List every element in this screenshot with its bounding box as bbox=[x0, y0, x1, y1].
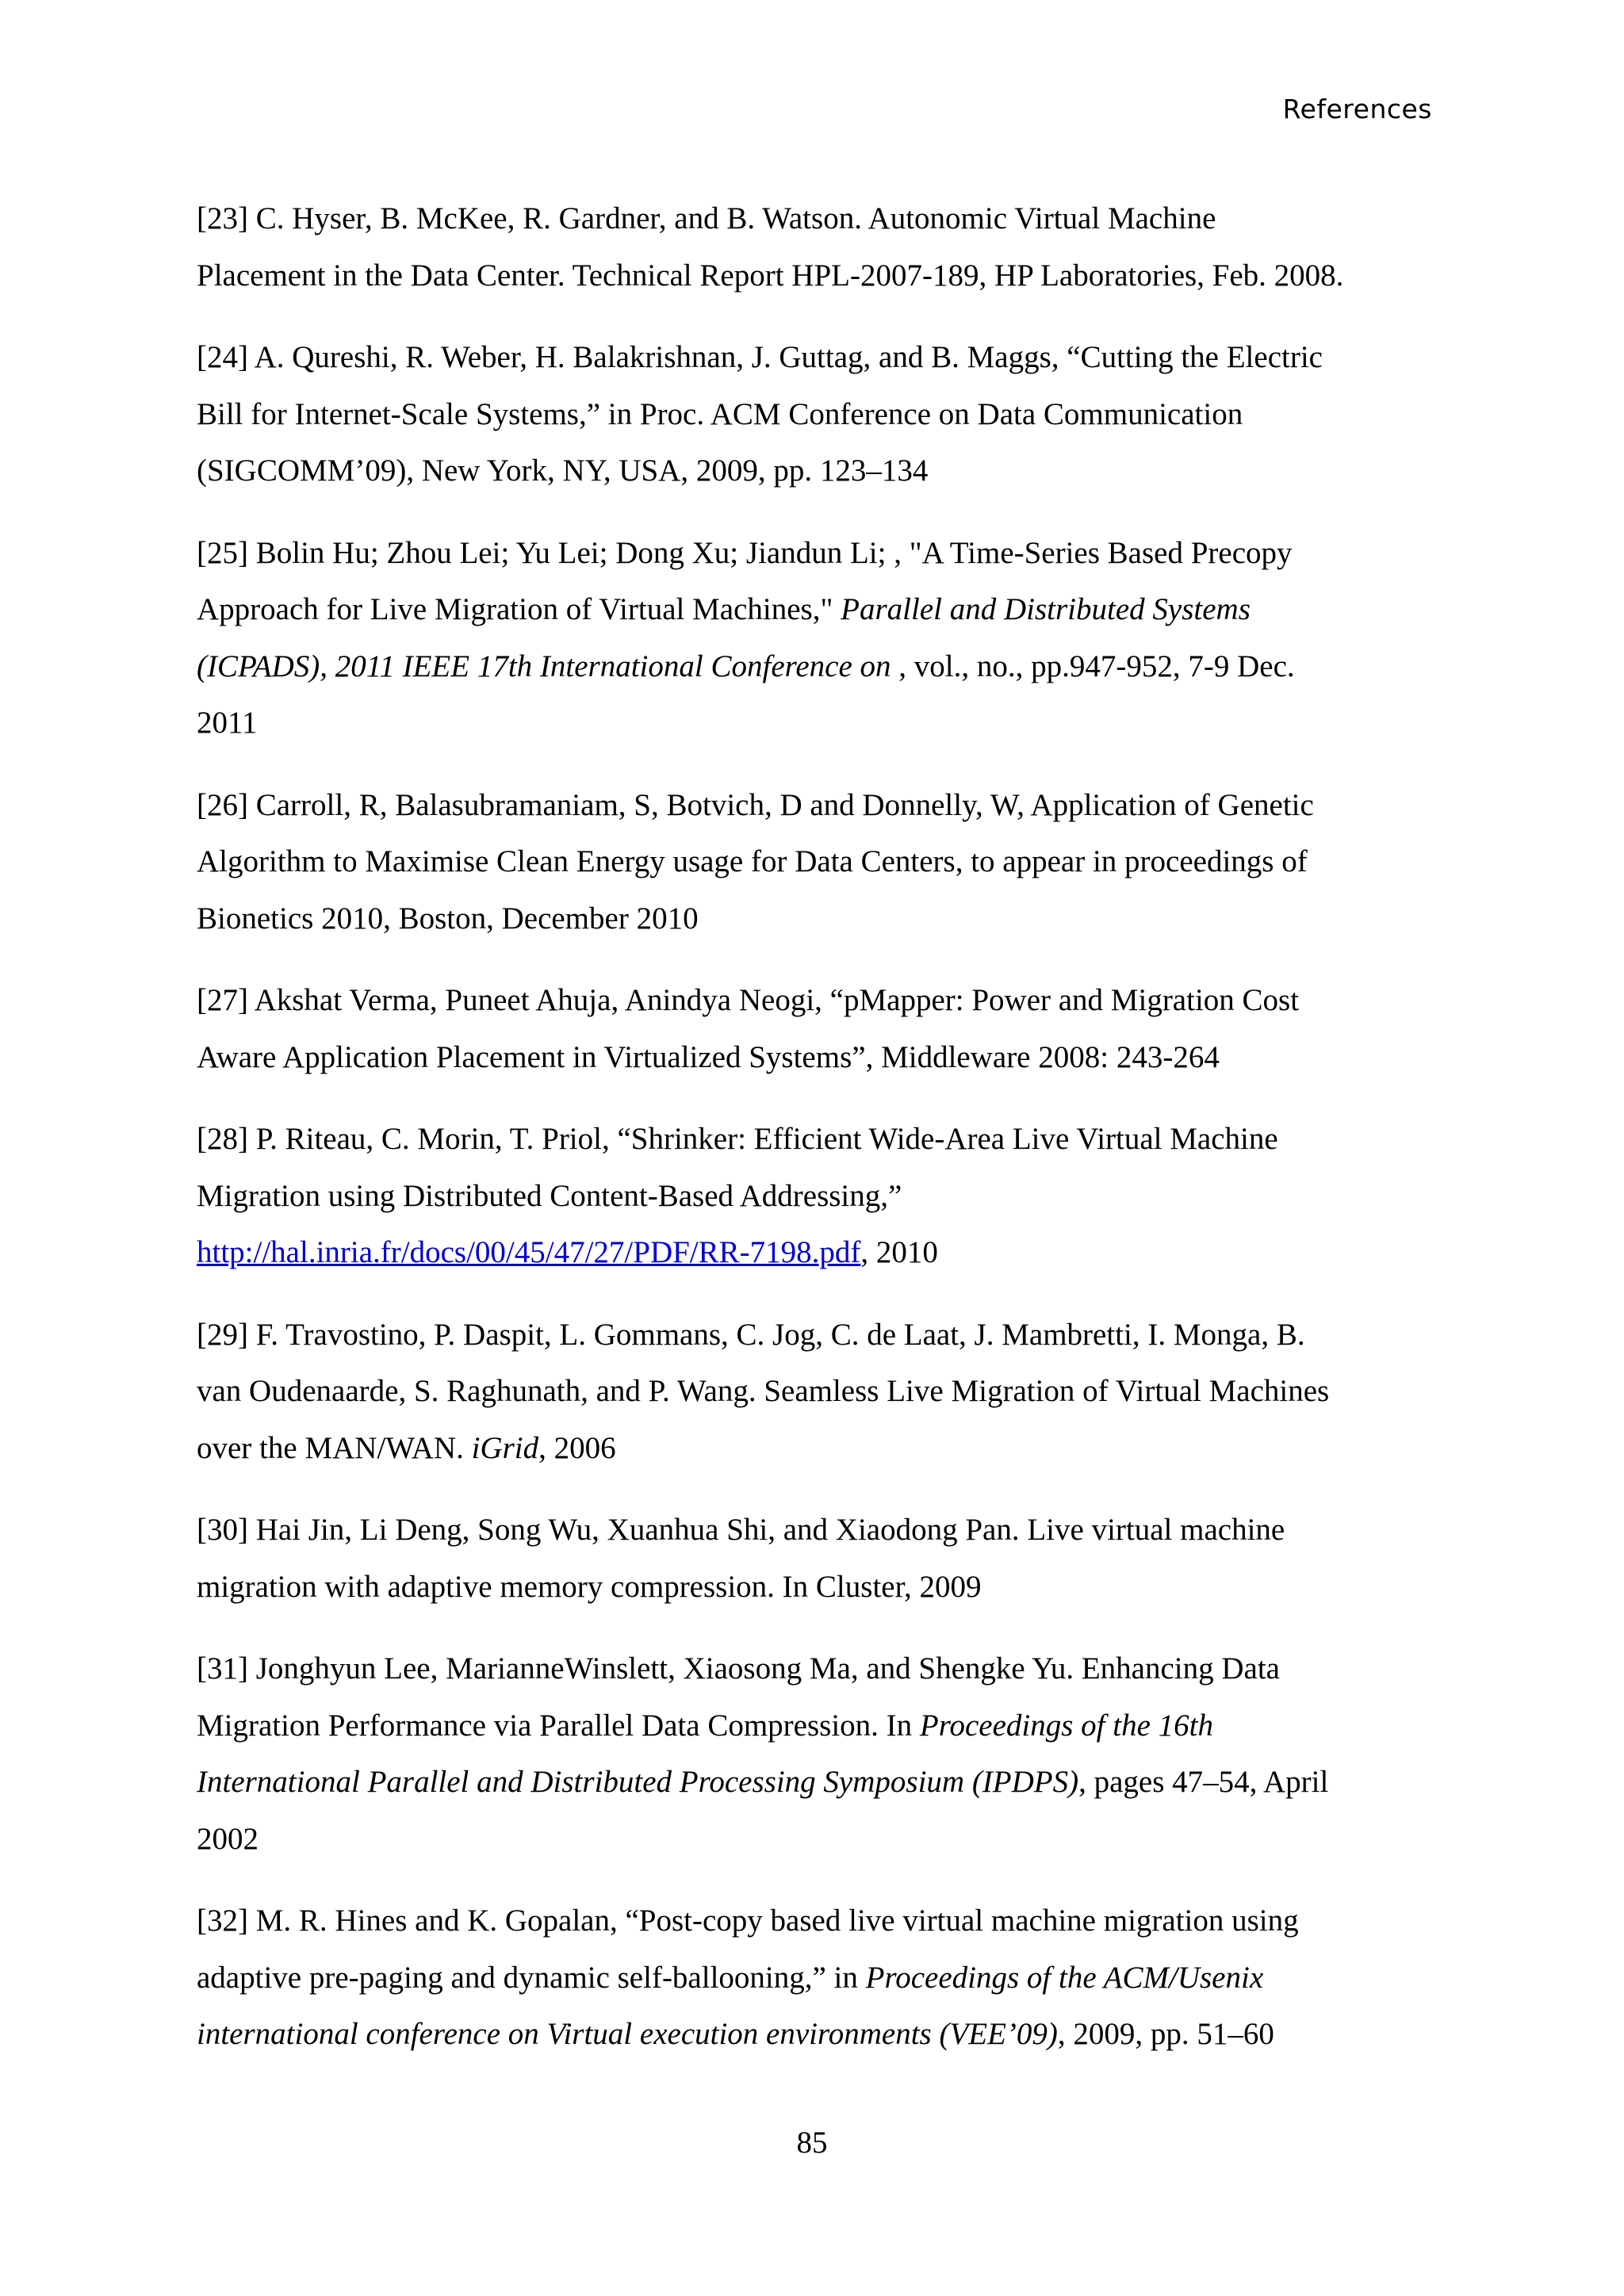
reference-line: International Parallel and Distributed Processing Symposium (IPDPS), pages 47–54, April bbox=[197, 1765, 1329, 1799]
reference-line: 2011 bbox=[197, 706, 258, 740]
running-header: References bbox=[1282, 94, 1432, 124]
reference-line: (ICPADS), 2011 IEEE 17th International Conference on , vol., no., pp.947-952, 7-9 Dec. bbox=[197, 649, 1295, 683]
reference-line: Placement in the Data Center. Technical Report HPL-2007-189, HP Laboratories, Feb. 2008. bbox=[197, 258, 1344, 293]
reference-venue: international conference on Virtual execution environments (VEE’09) bbox=[197, 2017, 1058, 2051]
reference-venue: Proceedings of the 16th bbox=[919, 1708, 1213, 1743]
page-number: 85 bbox=[796, 2126, 828, 2160]
reference-venue: (ICPADS), 2011 IEEE 17th International Conference on bbox=[197, 649, 891, 683]
reference-line: Approach for Live Migration of Virtual Machines," Parallel and Distributed Systems bbox=[197, 592, 1251, 626]
reference-line: 2002 bbox=[197, 1821, 259, 1856]
reference-item bbox=[197, 329, 1434, 499]
reference-venue: Parallel and Distributed Systems bbox=[841, 592, 1251, 626]
reference-item bbox=[197, 525, 1434, 752]
reference-line: http://hal.inria.fr/docs/00/45/47/27/PDF/RR-7198.pdf, 2010 bbox=[197, 1235, 938, 1269]
reference-item bbox=[197, 190, 1434, 304]
reference-item bbox=[197, 1892, 1434, 2063]
reference-item bbox=[197, 1111, 1434, 1281]
reference-line: [31] Jonghyun Lee, MarianneWinslett, Xiaosong Ma, and Shengke Yu. Enhancing Data bbox=[197, 1651, 1280, 1686]
reference-venue: iGrid bbox=[471, 1430, 539, 1465]
reference-item bbox=[197, 1307, 1434, 1477]
reference-line: [23] C. Hyser, B. McKee, R. Gardner, and B. Watson. Autonomic Virtual Machine bbox=[197, 201, 1216, 235]
reference-line: Aware Application Placement in Virtualized Systems”, Middleware 2008: 243-264 bbox=[197, 1039, 1220, 1074]
reference-line: Migration using Distributed Content-Based Addressing,” bbox=[197, 1178, 902, 1213]
reference-line: Bill for Internet-Scale Systems,” in Proc. ACM Conference on Data Communication bbox=[197, 396, 1243, 431]
reference-line: [25] Bolin Hu; Zhou Lei; Yu Lei; Dong Xu; Jiandun Li; , "A Time-Series Based Precopy bbox=[197, 535, 1293, 570]
reference-line: Bionetics 2010, Boston, December 2010 bbox=[197, 901, 699, 936]
reference-line: van Oudenaarde, S. Raghunath, and P. Wang. Seamless Live Migration of Virtual Machines bbox=[197, 1374, 1330, 1408]
reference-item bbox=[197, 777, 1434, 947]
reference-line: adaptive pre-paging and dynamic self-ballooning,” in Proceedings of the ACM/Usenix bbox=[197, 1960, 1264, 1995]
reference-line: [30] Hai Jin, Li Deng, Song Wu, Xuanhua Shi, and Xiaodong Pan. Live virtual machine bbox=[197, 1513, 1285, 1547]
reference-line: Migration Performance via Parallel Data Compression. In Proceedings of the 16th bbox=[197, 1708, 1213, 1743]
reference-line: [26] Carroll, R, Balasubramaniam, S, Botvich, D and Donnelly, W, Application of Genetic bbox=[197, 787, 1314, 822]
reference-line: migration with adaptive memory compression. In Cluster, 2009 bbox=[197, 1569, 982, 1604]
reference-line: [28] P. Riteau, C. Morin, T. Priol, “Shrinker: Efficient Wide-Area Live Virtual Machine bbox=[197, 1122, 1278, 1156]
reference-line: over the MAN/WAN. iGrid, 2006 bbox=[197, 1430, 616, 1465]
reference-line: [29] F. Travostino, P. Daspit, L. Gommans, C. Jog, C. de Laat, J. Mambretti, I. Monga, B. bbox=[197, 1317, 1305, 1352]
reference-list bbox=[197, 190, 1434, 2088]
reference-item bbox=[197, 972, 1434, 1085]
reference-line: (SIGCOMM’09), New York, NY, USA, 2009, pp. 123–134 bbox=[197, 453, 929, 488]
reference-line: [32] M. R. Hines and K. Gopalan, “Post-copy based live virtual machine migration using bbox=[197, 1904, 1299, 1938]
reference-venue: International Parallel and Distributed Processing Symposium (IPDPS) bbox=[197, 1765, 1079, 1799]
reference-line: Algorithm to Maximise Clean Energy usage for Data Centers, to appear in proceedings of bbox=[197, 844, 1308, 878]
reference-link[interactable]: http://hal.inria.fr/docs/00/45/47/27/PDF/RR-7198.pdf bbox=[197, 1235, 861, 1269]
reference-line: [24] A. Qureshi, R. Weber, H. Balakrishnan, J. Guttag, and B. Maggs, “Cutting the Electric bbox=[197, 340, 1323, 374]
reference-item bbox=[197, 1502, 1434, 1615]
reference-line: international conference on Virtual execution environments (VEE’09), 2009, pp. 51–60 bbox=[197, 2017, 1274, 2051]
reference-venue: Proceedings of the ACM/Usenix bbox=[865, 1960, 1264, 1995]
reference-line: [27] Akshat Verma, Puneet Ahuja, Anindya Neogi, “pMapper: Power and Migration Cost bbox=[197, 983, 1300, 1017]
reference-item bbox=[197, 1640, 1434, 1867]
